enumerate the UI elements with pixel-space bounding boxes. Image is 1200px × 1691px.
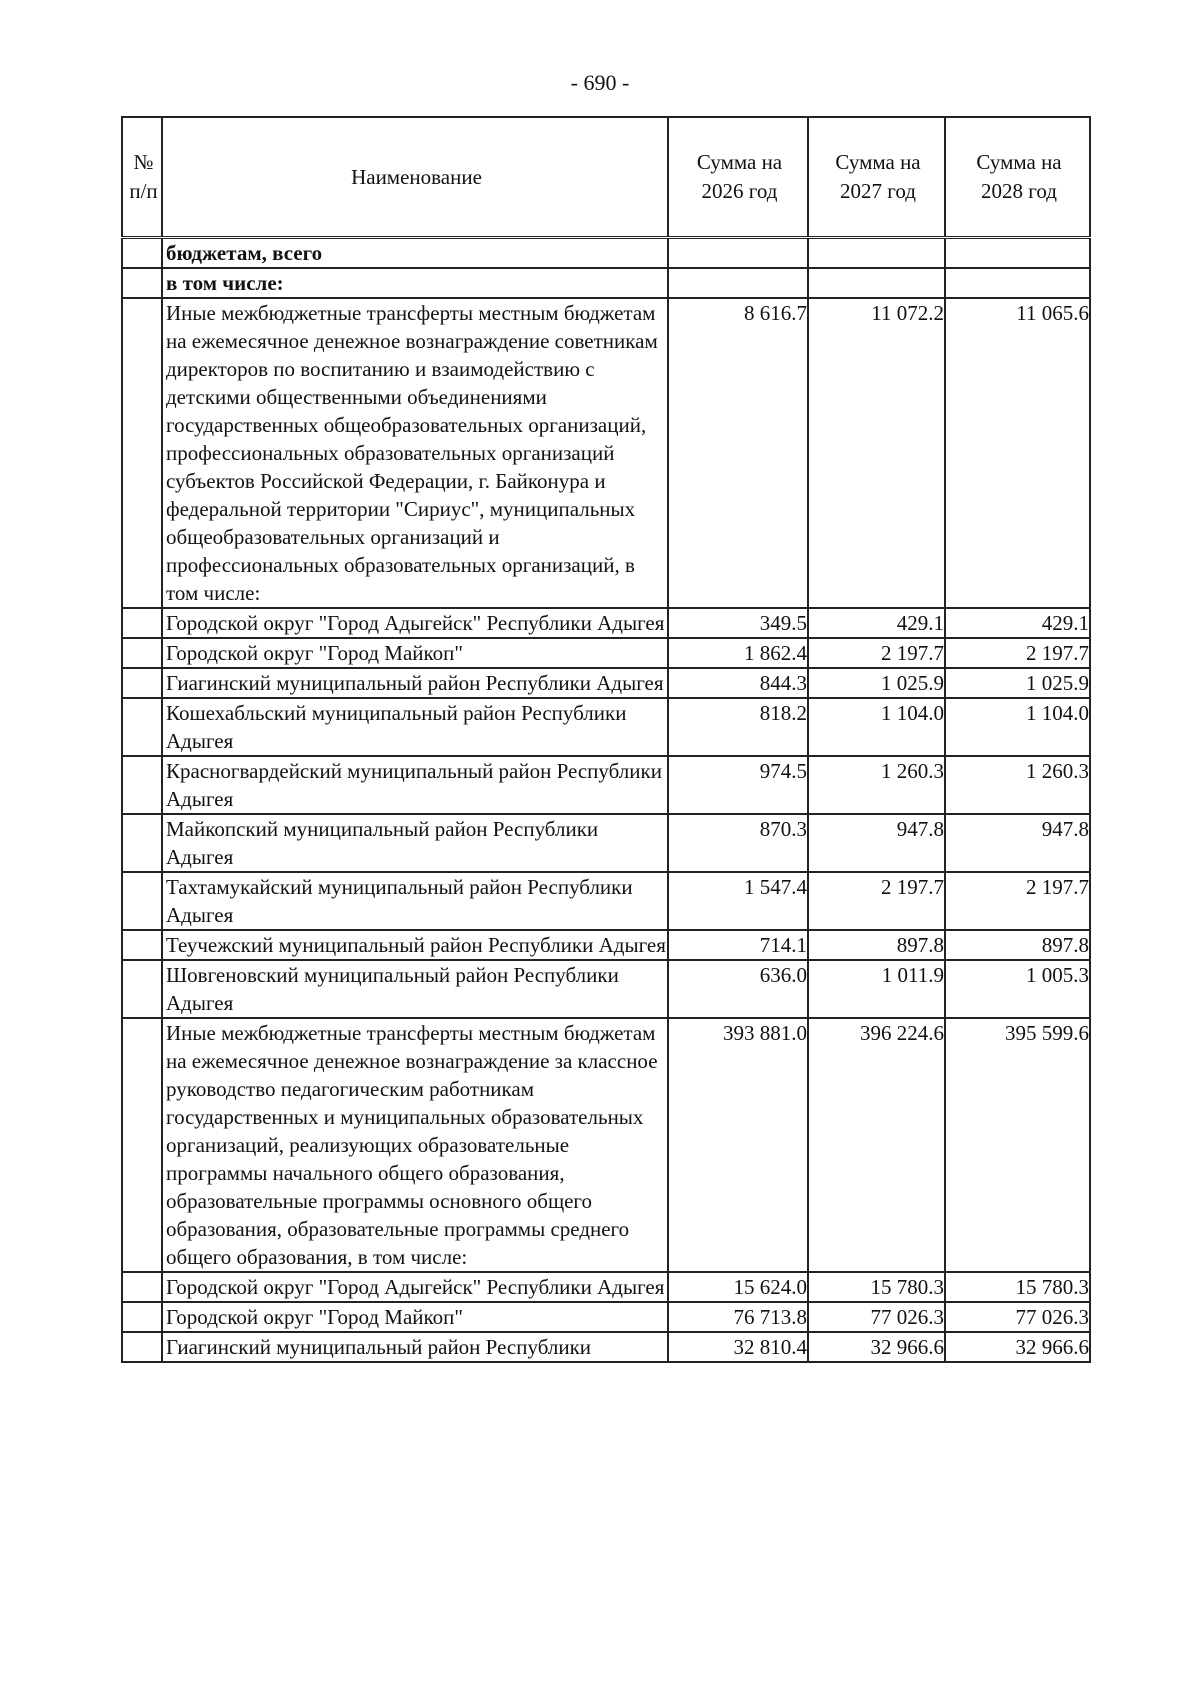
row-name: в том числе:: [162, 268, 668, 298]
value-2028: 897.8: [945, 930, 1090, 960]
value-2027: 947.8: [808, 814, 945, 872]
value-2027: 1 011.9: [808, 960, 945, 1018]
value-2026: 76 713.8: [668, 1302, 808, 1332]
row-number-cell: [122, 756, 162, 814]
value-2026: 349.5: [668, 608, 808, 638]
value-2027: [808, 238, 945, 269]
table-row: [122, 268, 1090, 298]
table-row: [122, 238, 1090, 269]
table-row: [122, 1018, 1090, 1272]
table-row: [122, 930, 1090, 960]
value-2028: 947.8: [945, 814, 1090, 872]
row-name: Городской округ "Город Адыгейск" Республики Адыгея: [162, 608, 668, 638]
row-name: Иные межбюджетные трансферты местным бюджетам на ежемесячное денежное вознаграждение советникам директоров по воспитанию и взаимодействию с детскими общественными объединениями государственных общеобразовательных организаций, профессиональных образовательных организаций субъектов Российской Федерации, г. Байконура и федеральной территории "Сириус", муниципальных общеобразовательных организаций и профессиональных образовательных организаций, в том числе:: [162, 298, 668, 608]
value-2028: 429.1: [945, 608, 1090, 638]
row-name: Красногвардейский муниципальный район Республики Адыгея: [162, 756, 668, 814]
value-2027: 32 966.6: [808, 1332, 945, 1362]
row-name: Тахтамукайский муниципальный район Республики Адыгея: [162, 872, 668, 930]
row-number-cell: [122, 1332, 162, 1362]
row-name: Майкопский муниципальный район Республики Адыгея: [162, 814, 668, 872]
row-number-cell: [122, 960, 162, 1018]
value-2026: 636.0: [668, 960, 808, 1018]
row-name: Кошехабльский муниципальный район Республики Адыгея: [162, 698, 668, 756]
value-2026: 393 881.0: [668, 1018, 808, 1272]
value-2026: [668, 238, 808, 269]
table-row: [122, 814, 1090, 872]
value-2027: 429.1: [808, 608, 945, 638]
value-2026: 1 862.4: [668, 638, 808, 668]
value-2027: 11 072.2: [808, 298, 945, 608]
value-2026: 32 810.4: [668, 1332, 808, 1362]
value-2026: 714.1: [668, 930, 808, 960]
value-2026: [668, 268, 808, 298]
table-row: [122, 698, 1090, 756]
row-name: Городской округ "Город Майкоп": [162, 638, 668, 668]
value-2026: 974.5: [668, 756, 808, 814]
row-number-cell: [122, 268, 162, 298]
value-2028: 1 104.0: [945, 698, 1090, 756]
value-2027: 396 224.6: [808, 1018, 945, 1272]
row-name: Гиагинский муниципальный район Республики: [162, 1332, 668, 1362]
row-name: Городской округ "Город Адыгейск" Республики Адыгея: [162, 1272, 668, 1302]
value-2026: 1 547.4: [668, 872, 808, 930]
value-2028: 77 026.3: [945, 1302, 1090, 1332]
row-number-cell: [122, 1018, 162, 1272]
value-2027: 77 026.3: [808, 1302, 945, 1332]
header-name: Наименование: [162, 117, 668, 238]
row-name: Теучежский муниципальный район Республики Адыгея: [162, 930, 668, 960]
value-2028: 2 197.7: [945, 638, 1090, 668]
value-2028: 1 005.3: [945, 960, 1090, 1018]
value-2027: 897.8: [808, 930, 945, 960]
table-row: [122, 298, 1090, 608]
table-row: [122, 638, 1090, 668]
value-2028: 2 197.7: [945, 872, 1090, 930]
table-row: [122, 1272, 1090, 1302]
table-row: [122, 608, 1090, 638]
row-number-cell: [122, 872, 162, 930]
budget-table: [121, 116, 1091, 1363]
table-row: [122, 960, 1090, 1018]
value-2027: 1 260.3: [808, 756, 945, 814]
row-number-cell: [122, 298, 162, 608]
value-2028: 1 025.9: [945, 668, 1090, 698]
row-name: бюджетам, всего: [162, 238, 668, 269]
row-name: Шовгеновский муниципальный район Республики Адыгея: [162, 960, 668, 1018]
table-row: [122, 872, 1090, 930]
header-2026: Сумма на 2026 год: [668, 117, 808, 238]
value-2026: 870.3: [668, 814, 808, 872]
header-num: № п/п: [122, 117, 162, 238]
table-row: [122, 756, 1090, 814]
header-2028: Сумма на 2028 год: [945, 117, 1090, 238]
value-2027: 2 197.7: [808, 872, 945, 930]
value-2028: 1 260.3: [945, 756, 1090, 814]
value-2027: 1 025.9: [808, 668, 945, 698]
row-number-cell: [122, 1272, 162, 1302]
table-row: [122, 1332, 1090, 1362]
value-2028: 32 966.6: [945, 1332, 1090, 1362]
row-number-cell: [122, 638, 162, 668]
value-2028: 395 599.6: [945, 1018, 1090, 1272]
row-name: Гиагинский муниципальный район Республики Адыгея: [162, 668, 668, 698]
row-number-cell: [122, 238, 162, 269]
value-2028: [945, 268, 1090, 298]
table-header-row: [122, 117, 1090, 238]
value-2027: 15 780.3: [808, 1272, 945, 1302]
header-2027: Сумма на 2027 год: [808, 117, 945, 238]
value-2028: 11 065.6: [945, 298, 1090, 608]
value-2027: 1 104.0: [808, 698, 945, 756]
page-number: - 690 -: [570, 70, 630, 95]
value-2028: 15 780.3: [945, 1272, 1090, 1302]
value-2027: [808, 268, 945, 298]
row-number-cell: [122, 930, 162, 960]
value-2027: 2 197.7: [808, 638, 945, 668]
value-2026: 844.3: [668, 668, 808, 698]
value-2026: 818.2: [668, 698, 808, 756]
row-number-cell: [122, 1302, 162, 1332]
table-row: [122, 668, 1090, 698]
row-name: Иные межбюджетные трансферты местным бюджетам на ежемесячное денежное вознаграждение за классное руководство педагогическим работникам государственных и муниципальных образовательных организаций, реализующих образовательные программы начального общего образования, образовательные программы основного общего образования, образовательные программы среднего общего образования, в том числе:: [162, 1018, 668, 1272]
row-number-cell: [122, 698, 162, 756]
row-number-cell: [122, 608, 162, 638]
table-row: [122, 1302, 1090, 1332]
value-2026: 15 624.0: [668, 1272, 808, 1302]
value-2028: [945, 238, 1090, 269]
row-name: Городской округ "Город Майкоп": [162, 1302, 668, 1332]
row-number-cell: [122, 814, 162, 872]
row-number-cell: [122, 668, 162, 698]
value-2026: 8 616.7: [668, 298, 808, 608]
